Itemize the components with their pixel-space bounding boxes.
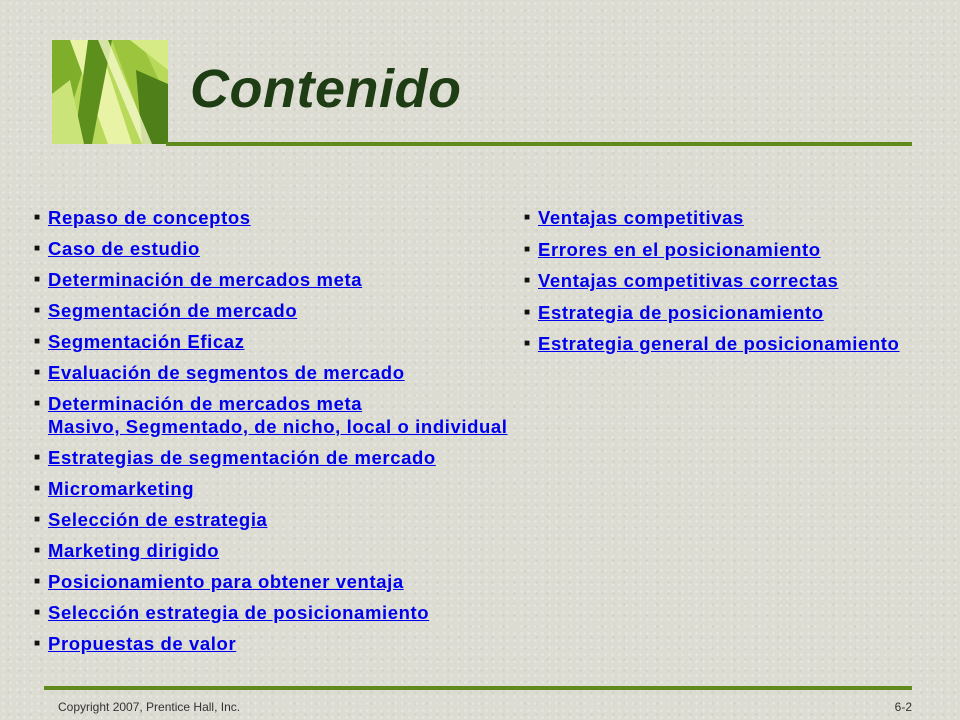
topic-link[interactable]: Segmentación de mercado <box>48 300 298 321</box>
square-bullet-icon: ■ <box>34 367 41 378</box>
topic-link[interactable]: Determinación de mercados meta <box>48 393 363 414</box>
list-item <box>34 361 554 384</box>
title-divider <box>166 142 912 146</box>
topic-link[interactable]: Ventajas competitivas <box>538 207 744 228</box>
list-item <box>524 301 954 324</box>
square-bullet-icon: ■ <box>524 338 531 349</box>
topic-link[interactable]: Ventajas competitivas correctas <box>538 270 839 291</box>
list-item <box>34 539 554 562</box>
list-item <box>34 206 554 229</box>
footer-divider <box>44 686 912 690</box>
list-item <box>34 570 554 593</box>
list-item <box>34 508 554 531</box>
topic-link[interactable]: Evaluación de segmentos de mercado <box>48 362 405 383</box>
topic-link[interactable]: Determinación de mercados meta <box>48 269 363 290</box>
square-bullet-icon: ■ <box>524 275 531 286</box>
topic-link[interactable]: Selección de estrategia <box>48 509 268 530</box>
list-item <box>34 632 554 655</box>
list-item <box>34 268 554 291</box>
square-bullet-icon: ■ <box>34 212 41 223</box>
square-bullet-icon: ■ <box>34 607 41 618</box>
list-item <box>524 332 954 355</box>
topic-link[interactable]: Marketing dirigido <box>48 540 220 561</box>
square-bullet-icon: ■ <box>34 336 41 347</box>
square-bullet-icon: ■ <box>524 243 531 255</box>
square-bullet-icon: ■ <box>34 243 41 254</box>
square-bullet-icon: ■ <box>34 398 41 409</box>
list-item <box>524 238 954 261</box>
list-item <box>34 477 554 500</box>
list-item <box>34 601 554 624</box>
square-bullet-icon: ■ <box>34 483 41 494</box>
square-bullet-icon: ■ <box>34 274 41 285</box>
topic-link[interactable]: Estrategia de posicionamiento <box>538 301 824 323</box>
topic-link[interactable]: Errores en el posicionamiento <box>538 238 821 260</box>
square-bullet-icon: ■ <box>524 212 531 223</box>
square-bullet-icon: ■ <box>34 638 41 649</box>
topic-link[interactable]: Posicionamiento para obtener ventaja <box>48 571 404 592</box>
square-bullet-icon: ■ <box>34 452 41 463</box>
list-item <box>34 237 554 260</box>
topic-link[interactable]: Estrategia general de posicionamiento <box>538 333 900 354</box>
list-item <box>34 330 554 353</box>
topic-link[interactable]: Selección estrategia de posicionamiento <box>48 602 430 623</box>
topic-link[interactable]: Propuestas de valor <box>48 633 237 654</box>
logo-graphic <box>52 40 168 144</box>
list-item <box>524 206 954 229</box>
left-topic-list <box>34 206 554 663</box>
topic-link[interactable]: Caso de estudio <box>48 238 200 259</box>
right-topic-list <box>524 206 954 364</box>
green-shards-icon <box>52 40 168 144</box>
page-number: 6-2 <box>894 700 912 714</box>
list-item <box>524 269 954 292</box>
square-bullet-icon: ■ <box>34 576 41 587</box>
copyright-text: Copyright 2007, Prentice Hall, Inc. <box>58 700 241 714</box>
square-bullet-icon: ■ <box>34 305 41 316</box>
list-item <box>34 299 554 322</box>
topic-link[interactable]: Micromarketing <box>48 478 195 499</box>
topic-link[interactable]: Segmentación Eficaz <box>48 331 245 352</box>
list-item <box>34 392 554 438</box>
list-item <box>34 446 554 469</box>
topic-link[interactable]: Repaso de conceptos <box>48 207 251 228</box>
page-title: Contenido <box>190 59 462 119</box>
square-bullet-icon: ■ <box>34 545 41 556</box>
topic-link-subtitle[interactable]: Masivo, Segmentado, de nicho, local o individual <box>48 416 508 437</box>
square-bullet-icon: ■ <box>34 514 41 525</box>
square-bullet-icon: ■ <box>524 306 531 318</box>
topic-link[interactable]: Estrategias de segmentación de mercado <box>48 447 436 468</box>
